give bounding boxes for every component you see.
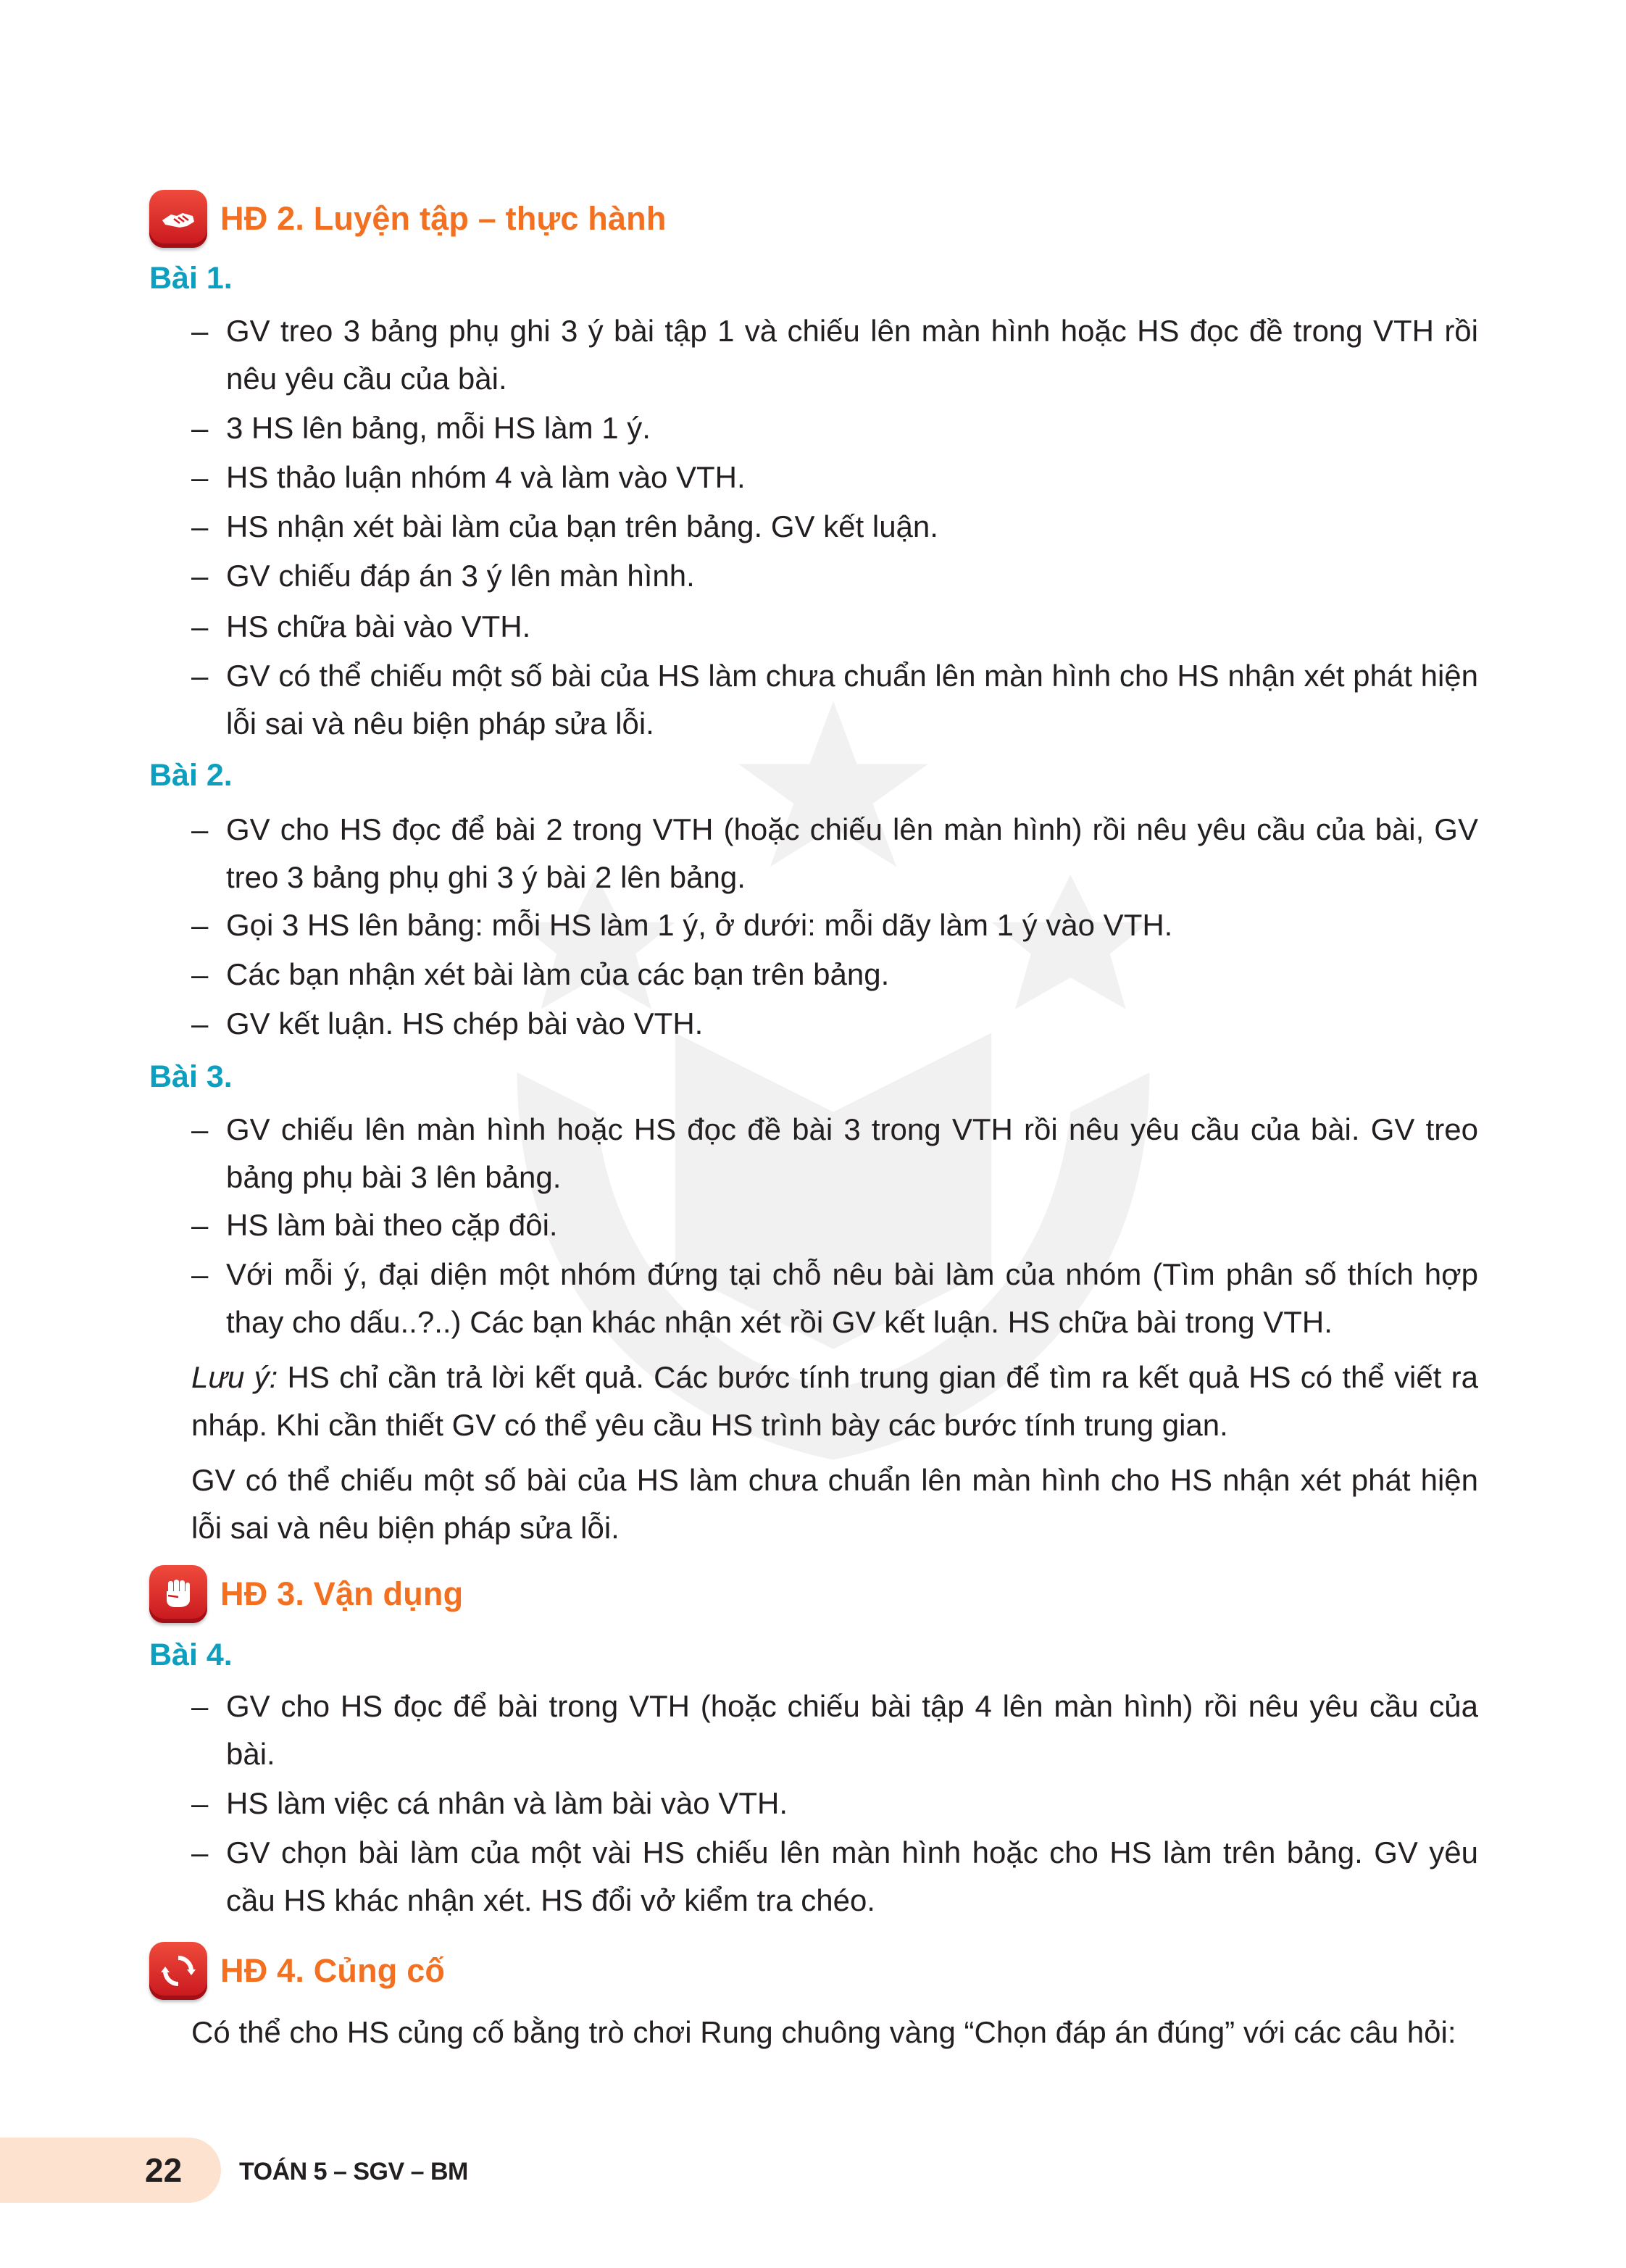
- hd4-heading: [149, 1942, 445, 2000]
- list-item: – Các bạn nhận xét bài làm của các bạn trên bảng.: [191, 957, 890, 991]
- note-label: Lưu ý:: [191, 1360, 278, 1394]
- hd2-heading: [149, 190, 667, 248]
- list-item: – Gọi 3 HS lên bảng: mỗi HS làm 1 ý, ở dưới: mỗi dãy làm 1 ý vào VTH.: [191, 908, 1173, 942]
- list-item: – Với mỗi ý, đại diện một nhóm đứng tại chỗ nêu bài làm của nhóm (Tìm phân số thích hợp thay cho dấu..?..) Các bạn khác nhận xét rồi GV kết luận. HS chữa bài trong VTH.: [191, 1257, 1478, 1339]
- hd4-paragraph: Có thể cho HS củng cố bằng trò chơi Rung chuông vàng “Chọn đáp án đúng” với các câu hỏi:: [191, 2015, 1456, 2049]
- bai3-title: Bài 3.: [149, 1059, 233, 1094]
- list-item: – 3 HS lên bảng, mỗi HS làm 1 ý.: [191, 411, 651, 445]
- bai3-note: [191, 1354, 1478, 1449]
- list-item: – GV chiếu lên màn hình hoặc HS đọc đề bài 3 trong VTH rồi nêu yêu cầu của bài. GV treo bảng phụ bài 3 lên bảng.: [191, 1112, 1478, 1194]
- bai2-title: Bài 2.: [149, 758, 233, 793]
- handshake-icon: [149, 190, 207, 248]
- raised-fist-icon: [149, 1565, 207, 1623]
- hd3-heading: [149, 1565, 463, 1623]
- list-item: – HS làm bài theo cặp đôi.: [191, 1208, 558, 1242]
- hd2-title: HĐ 2. Luyện tập – thực hành: [220, 200, 667, 237]
- refresh-cycle-icon: [149, 1942, 207, 2000]
- list-item: – HS chữa bài vào VTH.: [191, 609, 531, 643]
- list-item: – GV kết luận. HS chép bài vào VTH.: [191, 1006, 704, 1041]
- bai1-title: Bài 1.: [149, 261, 233, 296]
- bai3-paragraph: GV có thể chiếu một số bài của HS làm chưa chuẩn lên màn hình cho HS nhận xét phát hiện lỗi sai và nêu biện pháp sửa lỗi.: [191, 1463, 1478, 1545]
- hd3-title: HĐ 3. Vận dụng: [220, 1575, 464, 1612]
- footer-book-title: TOÁN 5 – SGV – BM: [239, 2158, 468, 2185]
- list-item: – GV chiếu đáp án 3 ý lên màn hình.: [191, 559, 695, 593]
- list-item: – GV cho HS đọc để bài trong VTH (hoặc chiếu bài tập 4 lên màn hình) rồi nêu yêu cầu của bài.: [191, 1689, 1478, 1771]
- note-text: HS chỉ cần trả lời kết quả. Các bước tính trung gian để tìm ra kết quả HS có thể viết ra nháp. Khi cần thiết GV có thể yêu cầu HS trình bày các bước tính trung gian.: [191, 1360, 1478, 1442]
- hd4-title: HĐ 4. Củng cố: [220, 1952, 446, 1989]
- list-item: – HS làm việc cá nhân và làm bài vào VTH.: [191, 1786, 788, 1820]
- page-number: 22: [145, 2151, 183, 2189]
- list-item: – GV có thể chiếu một số bài của HS làm chưa chuẩn lên màn hình cho HS nhận xét phát hiện lỗi sai và nêu biện pháp sửa lỗi.: [191, 659, 1478, 741]
- list-item: – GV treo 3 bảng phụ ghi 3 ý bài tập 1 và chiếu lên màn hình hoặc HS đọc đề trong VTH rồi nêu yêu cầu của bài.: [191, 314, 1478, 396]
- list-item: – GV cho HS đọc để bài 2 trong VTH (hoặc chiếu lên màn hình) rồi nêu yêu cầu của bài, GV treo 3 bảng phụ ghi 3 ý bài 2 lên bảng.: [191, 812, 1478, 894]
- list-item: – HS nhận xét bài làm của bạn trên bảng. GV kết luận.: [191, 509, 938, 543]
- list-item: – HS thảo luận nhóm 4 và làm vào VTH.: [191, 460, 746, 494]
- bai4-title: Bài 4.: [149, 1638, 233, 1672]
- footer-band: [0, 2138, 221, 2203]
- list-item: – GV chọn bài làm của một vài HS chiếu lên màn hình hoặc cho HS làm trên bảng. GV yêu cầu HS khác nhận xét. HS đổi vở kiểm tra chéo.: [191, 1835, 1478, 1917]
